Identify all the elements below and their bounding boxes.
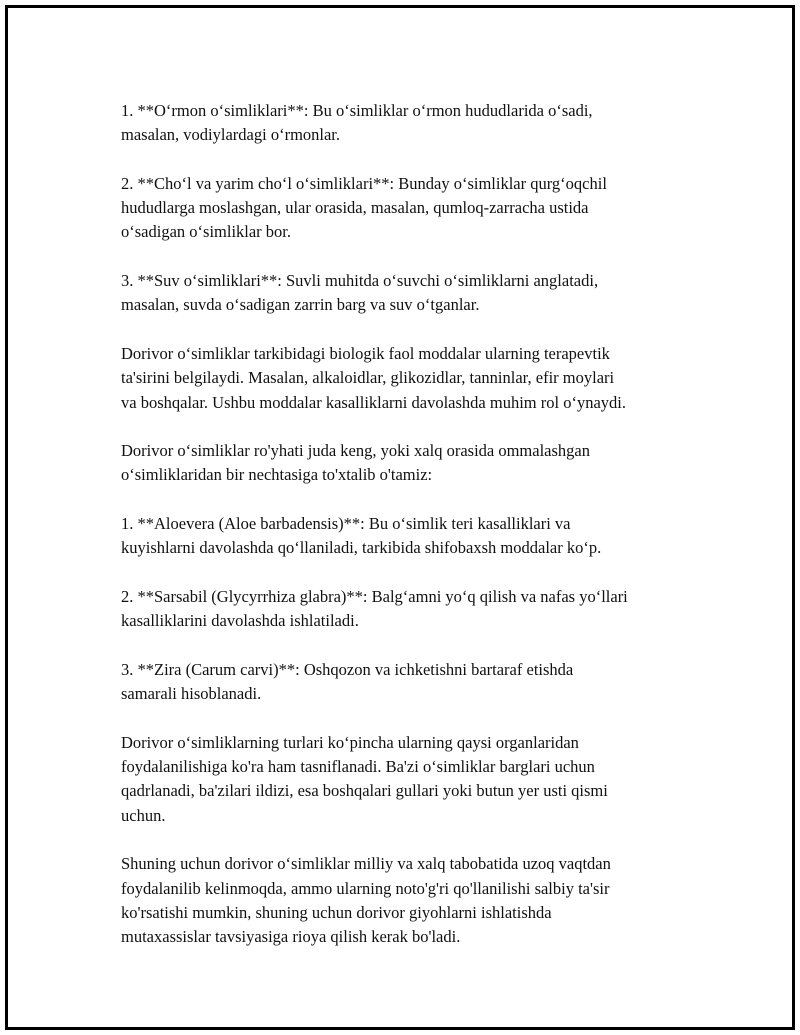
paragraph-water-plants — [121, 269, 701, 318]
text-line: hududlarga moslashgan, ular orasida, masalan, qumloq-zarracha ustida — [121, 198, 589, 218]
text-line: foydalanilishiga ko'ra ham tasniflanadi. Ba'zi o‘simliklar barglari uchun — [121, 757, 595, 777]
paragraph-active-substances — [121, 342, 701, 415]
text-line: masalan, suvda o‘sadigan zarrin barg va suv o‘tganlar. — [121, 295, 480, 315]
text-line: va boshqalar. Ushbu moddalar kasalliklarni davolashda muhim rol o‘ynaydi. — [121, 392, 626, 412]
text-line: 2. **Sarsabil (Glycyrrhiza glabra)**: Balg‘amni yo‘q qilish va nafas yo‘llari — [121, 586, 628, 606]
text-line: Dorivor o‘simliklarning turlari ko‘pincha ularning qaysi organlaridan — [121, 732, 579, 752]
text-line: o‘sadigan o‘simliklar bor. — [121, 222, 292, 242]
text-line: 3. **Zira (Carum carvi)**: Oshqozon va ichketishni bartaraf etishda — [121, 659, 574, 679]
paragraph-conclusion — [121, 852, 701, 949]
page-frame — [5, 5, 795, 1030]
text-line: 3. **Suv o‘simliklari**: Suvli muhitda o‘suvchi o‘simliklarni anglatadi, — [121, 271, 599, 291]
paragraph-sarsabil — [121, 585, 701, 634]
paragraph-forest-plants — [121, 99, 701, 148]
text-line: ta'sirini belgilaydi. Masalan, alkaloidlar, glikozidlar, tanninlar, efir moylari — [121, 368, 615, 388]
text-line: 2. **Cho‘l va yarim cho‘l o‘simliklari**: Bunday o‘simliklar qurg‘oqchil — [121, 173, 607, 193]
text-line: qadrlanadi, ba'zilari ildizi, esa boshqalari gullari yoki butun yer usti qismi — [121, 781, 608, 801]
document-body — [121, 99, 701, 974]
text-line: uchun. — [121, 805, 166, 825]
text-line: Dorivor o‘simliklar tarkibidagi biologik faol moddalar ularning terapevtik — [121, 343, 610, 363]
text-line: Shuning uchun dorivor o‘simliklar milliy va xalq tabobatida uzoq vaqtdan — [121, 854, 611, 874]
text-line: ko'rsatishi mumkin, shuning uchun dorivor giyohlarni ishlatishda — [121, 902, 552, 922]
text-line: 1. **O‘rmon o‘simliklari**: Bu o‘simliklar o‘rmon hududlarida o‘sadi, — [121, 101, 593, 120]
text-line: kasalliklarini davolashda ishlatiladi. — [121, 611, 359, 631]
paragraph-zira — [121, 658, 701, 707]
text-line: kuyishlarni davolashda qo‘llaniladi, tarkibida shifobaxsh moddalar ko‘p. — [121, 538, 602, 558]
text-line: foydalanilib kelinmoqda, ammo ularning noto'g'ri qo'llanilishi salbiy ta'sir — [121, 878, 610, 898]
text-line: masalan, vodiylardagi o‘rmonlar. — [121, 125, 341, 145]
text-line: mutaxassislar tavsiyasiga rioya qilish kerak bo'ladi. — [121, 927, 461, 947]
text-line: o‘simliklaridan bir nechtasiga to'xtalib o'tamiz: — [121, 465, 433, 485]
paragraph-plant-organs — [121, 731, 701, 828]
text-line: Dorivor o‘simliklar ro'yhati juda keng, yoki xalq orasida ommalashgan — [121, 441, 590, 461]
paragraph-aloevera — [121, 512, 701, 561]
text-line: 1. **Aloevera (Aloe barbadensis)**: Bu o‘simlik teri kasalliklari va — [121, 514, 571, 534]
paragraph-desert-plants — [121, 172, 701, 245]
text-line: samarali hisoblanadi. — [121, 684, 262, 704]
paragraph-list-intro — [121, 439, 701, 488]
